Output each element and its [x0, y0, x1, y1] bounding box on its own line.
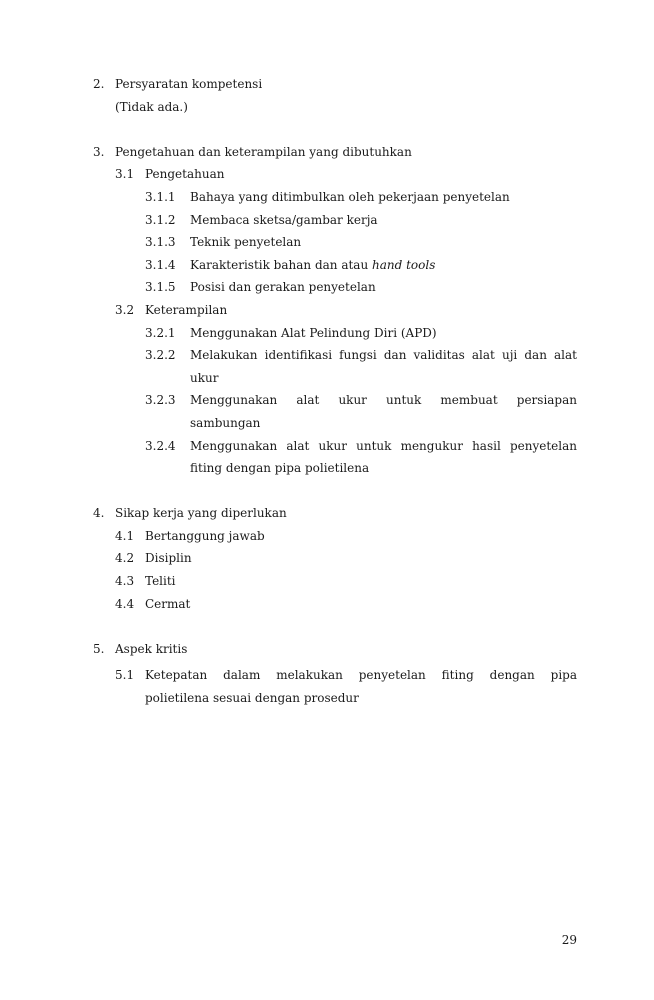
- list-item: [93, 593, 577, 616]
- item-number: 3.1.2: [145, 212, 176, 227]
- section-title: Pengetahuan dan keterampilan yang dibutuhkan: [115, 144, 412, 159]
- note-text: (Tidak ada.): [115, 99, 188, 114]
- subsection-title: Keterampilan: [145, 302, 228, 317]
- list-item: [93, 344, 577, 389]
- item-text: Menggunakan Alat Pelindung Diri (APD): [190, 325, 437, 340]
- subsection-number: 3.1: [115, 167, 135, 182]
- item-text: Teknik penyetelan: [190, 235, 302, 250]
- section-title: Persyaratan kompetensi: [115, 77, 263, 91]
- section-3-heading: [93, 141, 577, 164]
- list-item: [93, 231, 577, 254]
- item-number: 4.3: [115, 574, 135, 589]
- list-item: [93, 322, 577, 345]
- item-number: 3.1.3: [145, 235, 176, 250]
- item-number: 3.2.4: [145, 438, 176, 453]
- item-number: 3.2.2: [145, 348, 176, 363]
- list-item: [93, 570, 577, 593]
- item-text: [190, 344, 577, 389]
- section-number: 2.: [93, 77, 105, 91]
- item-number: 5.1: [115, 668, 135, 683]
- list-item: [93, 525, 577, 548]
- item-number: 3.2.1: [145, 325, 176, 340]
- list-item: [93, 254, 577, 277]
- section-title: Aspek kritis: [115, 641, 188, 656]
- subsection-title: Pengetahuan: [145, 167, 225, 182]
- item-number: 4.4: [115, 596, 135, 611]
- item-text: Membaca sketsa/gambar kerja: [190, 212, 378, 227]
- item-text-continuation: sambungan: [190, 415, 261, 430]
- subsection-number: 3.2: [115, 302, 135, 317]
- list-item: [93, 276, 577, 299]
- item-number: 3.1.4: [145, 257, 176, 272]
- item-text: Disiplin: [145, 551, 192, 566]
- item-text: [190, 389, 577, 434]
- section-title: Sikap kerja yang diperlukan: [115, 506, 287, 521]
- section-5-heading: [93, 638, 577, 661]
- list-item: [93, 547, 577, 570]
- item-text: [145, 664, 577, 709]
- item-text: Cermat: [145, 596, 191, 611]
- document-body: [93, 73, 577, 710]
- item-number: 4.2: [115, 551, 135, 566]
- item-number: 4.1: [115, 528, 135, 543]
- item-number: 3.1.5: [145, 280, 176, 295]
- item-text: Bahaya yang ditimbulkan oleh pekerjaan penyetelan: [190, 189, 510, 204]
- item-text: Teliti: [145, 574, 176, 589]
- item-text: [190, 435, 577, 480]
- item-text-line: Ketepatan dalam melakukan penyetelan fiting dengan pipa: [145, 668, 577, 683]
- item-text-line: Melakukan identifikasi fungsi dan validitas alat uji dan alat: [190, 348, 577, 363]
- item-text-line: Menggunakan alat ukur untuk membuat persiapan: [190, 393, 577, 408]
- list-item: [93, 389, 577, 434]
- list-item: [93, 209, 577, 232]
- item-text: [190, 254, 577, 277]
- item-number: 3.2.3: [145, 393, 176, 408]
- section-2-heading: [93, 73, 577, 96]
- list-item: [93, 664, 577, 709]
- subsection-3-1: [93, 163, 577, 186]
- section-2-note: [93, 96, 577, 119]
- section-number: 4.: [93, 506, 105, 521]
- list-item: [93, 435, 577, 480]
- item-text: Bertanggung jawab: [145, 528, 265, 543]
- list-item: [93, 186, 577, 209]
- item-number: 3.1.1: [145, 189, 176, 204]
- item-text-continuation: fiting dengan pipa polietilena: [190, 461, 370, 476]
- section-number: 3.: [93, 144, 105, 159]
- item-text-continuation: ukur: [190, 370, 219, 385]
- page-number: 29: [561, 933, 577, 947]
- item-text-italic: hand tools: [372, 257, 436, 272]
- item-text-plain: Karakteristik bahan dan atau: [190, 257, 372, 272]
- section-number: 5.: [93, 641, 105, 656]
- item-text-continuation: polietilena sesuai dengan prosedur: [145, 691, 359, 706]
- section-4-heading: [93, 502, 577, 525]
- item-text: Posisi dan gerakan penyetelan: [190, 280, 376, 295]
- item-text-line: Menggunakan alat ukur untuk mengukur hasil penyetelan: [190, 438, 577, 453]
- subsection-3-2: [93, 299, 577, 322]
